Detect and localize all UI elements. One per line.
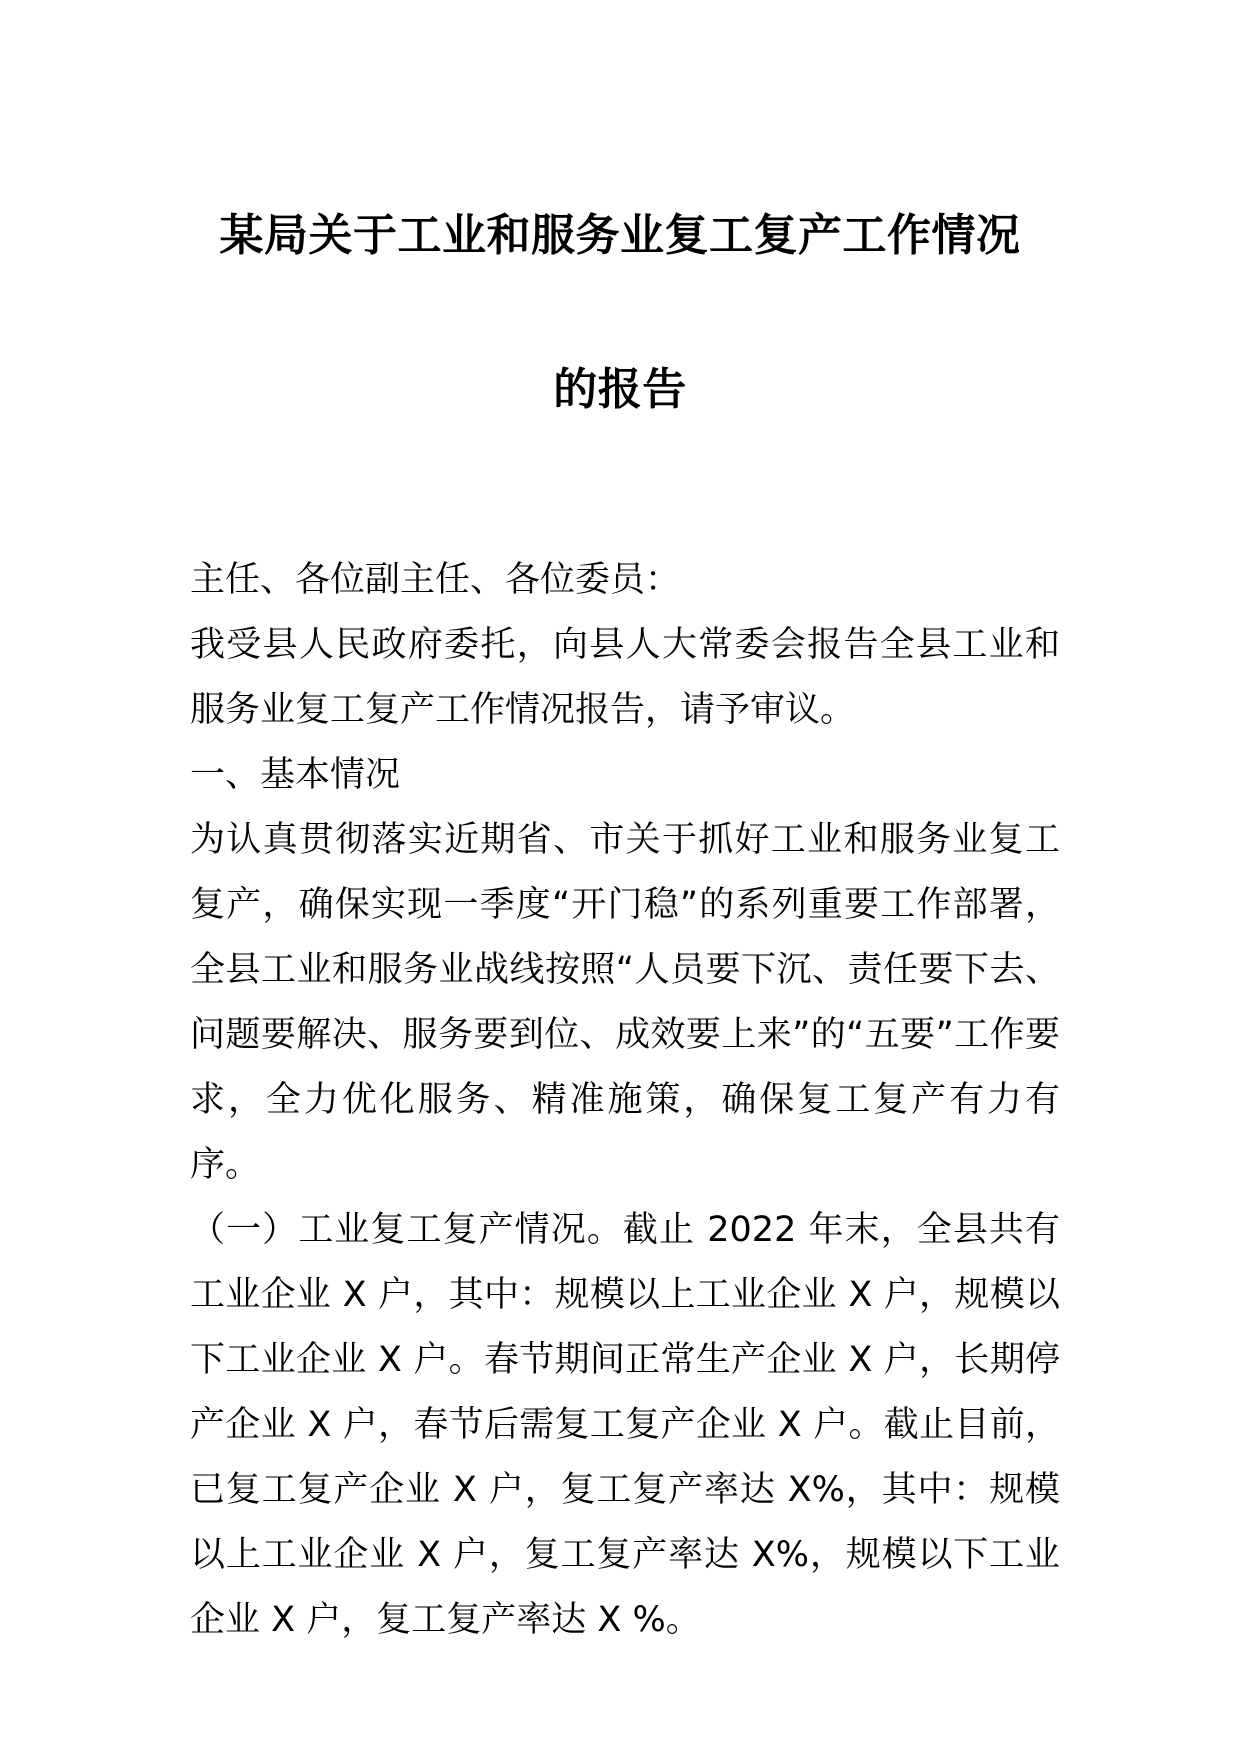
document-title-line-2: 的报告: [553, 364, 687, 415]
intro-paragraph: 我受县人民政府委托，向县人大常委会报告全县工业和服务业复工复产工作情况报告，请予审议。: [190, 625, 1060, 730]
section-heading: 一、基本情况: [190, 755, 401, 795]
industry-paragraph: （一）工业复工复产情况。截止 2022 年末，全县共有工业企业 X 户，其中：规模以上工业企业 X 户，规模以下工业企业 X 户。春节期间正常生产企业 X 户，长期停产企业 X 户，春节后需复工复产企业 X 户。截止目前，已复工复产企业 X 户，复工复产率达 X%，其中：规模以上工业企业 X 户，复工复产率达 X%，规模以下工业企业 X 户，复工复产率达 X %。: [190, 1210, 1060, 1640]
document-body: [190, 548, 1060, 1653]
overview-paragraph: 为认真贯彻落实近期省、市关于抓好工业和服务业复工复产，确保实现一季度“开门稳”的系列重要工作部署，全县工业和服务业战线按照“人员要下沉、责任要下去、问题要解决、服务要到位、成效要上来”的“五要”工作要求，全力优化服务、精准施策，确保复工复产有力有序。: [190, 820, 1060, 1185]
document-title-line-1: 某局关于工业和服务业复工复产工作情况: [219, 210, 1021, 261]
salutation-paragraph: 主任、各位副主任、各位委员：: [190, 560, 681, 600]
